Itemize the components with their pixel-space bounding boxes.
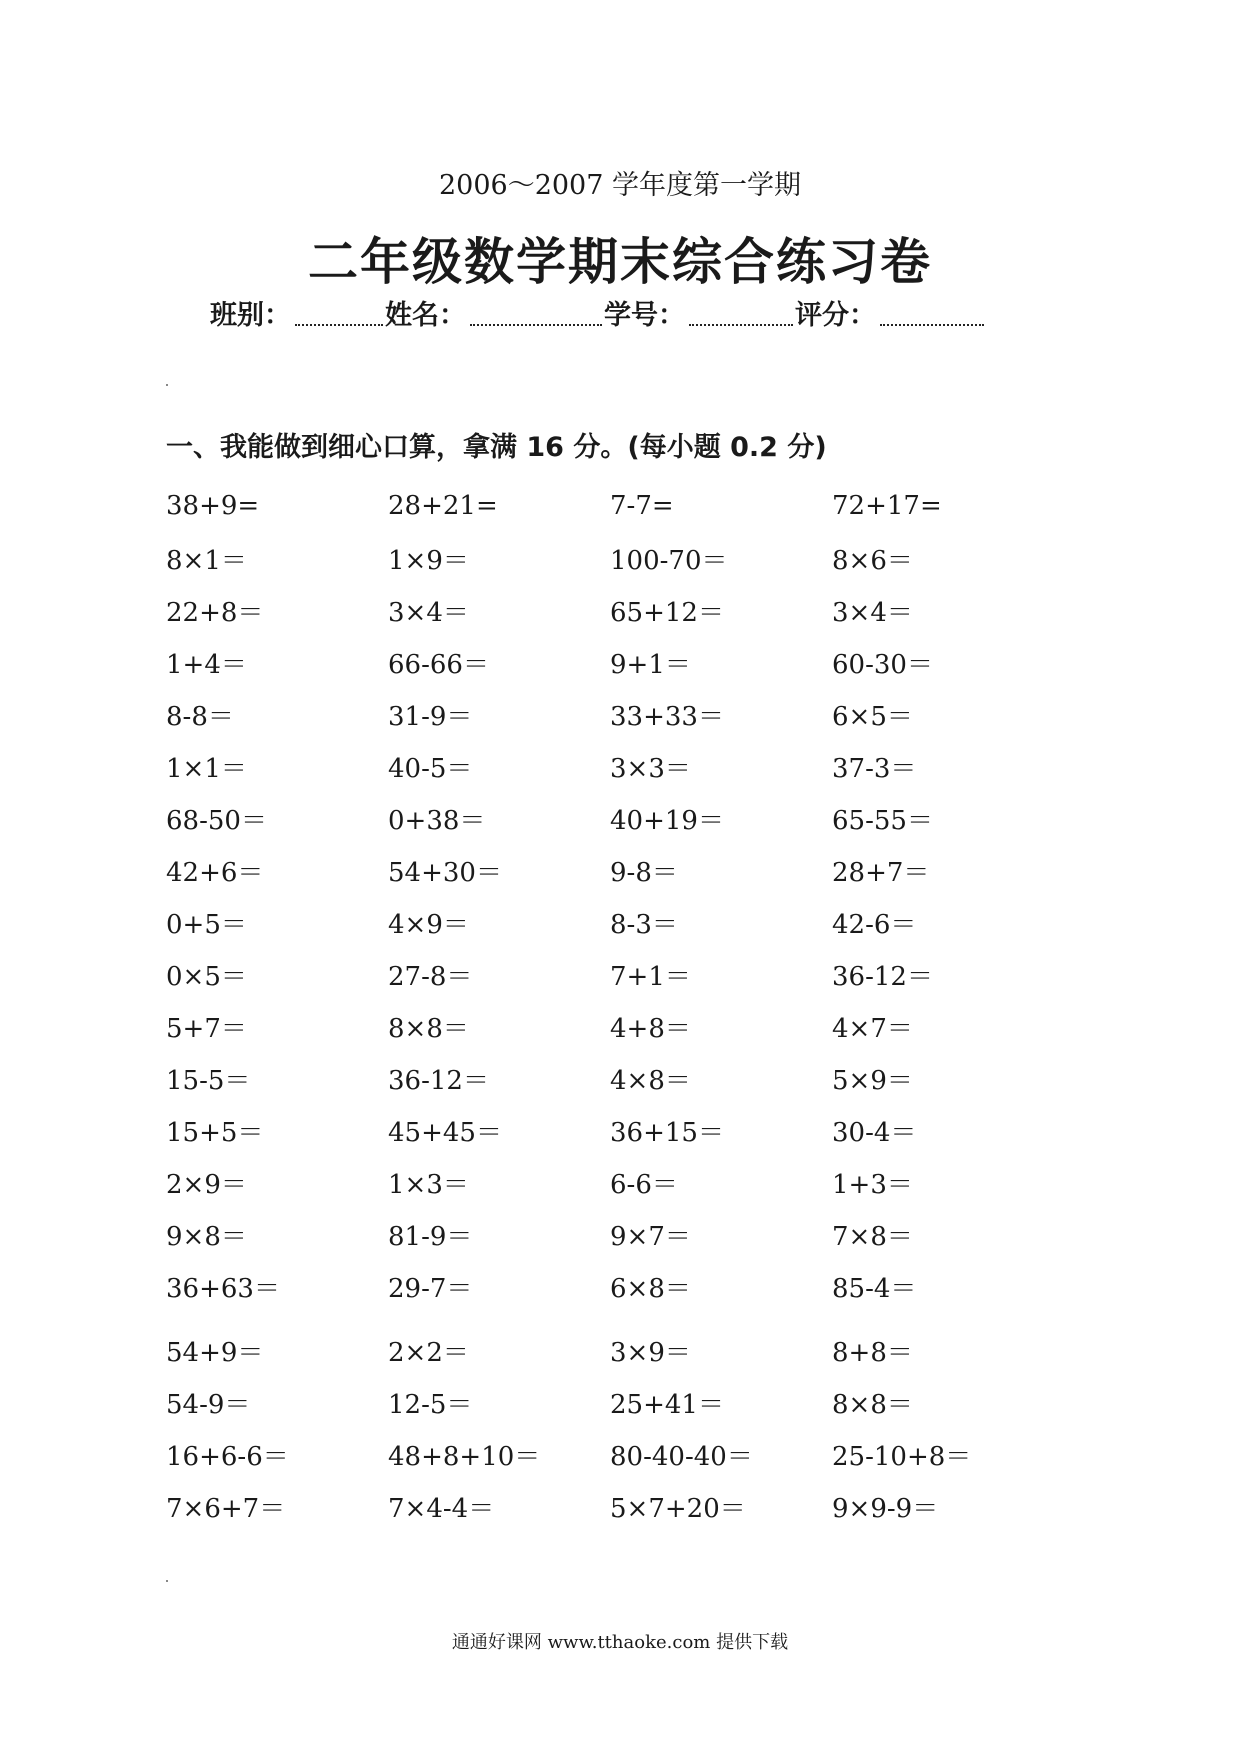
arithmetic-problem: 9×7＝	[610, 1221, 691, 1252]
arithmetic-problem: 85-4＝	[832, 1273, 917, 1304]
arithmetic-problem: 8×1＝	[166, 545, 247, 576]
arithmetic-problem: 1×3＝	[388, 1169, 469, 1200]
problem-row	[166, 688, 1066, 740]
arithmetic-problem: 28+21=	[388, 491, 498, 521]
arithmetic-problem: 65-55＝	[832, 805, 933, 836]
problem-row	[166, 1480, 1066, 1532]
arithmetic-problem: 15-5＝	[166, 1065, 251, 1096]
arithmetic-problem: 3×4＝	[388, 597, 469, 628]
arithmetic-problem: 25+41＝	[610, 1389, 724, 1420]
score-field[interactable]	[880, 323, 984, 326]
problem-row	[166, 1324, 1066, 1376]
problem-row	[166, 636, 1066, 688]
footer-note: 通通好课网 www.tthaoke.com 提供下载	[451, 1632, 789, 1653]
problem-row	[166, 1104, 1066, 1156]
arithmetic-problem: 7-7=	[610, 491, 674, 521]
problem-row	[166, 740, 1066, 792]
arithmetic-problem: 6-6＝	[610, 1169, 678, 1200]
arithmetic-problem: 2×2＝	[388, 1337, 469, 1368]
arithmetic-problem: 68-50＝	[166, 805, 267, 836]
arithmetic-problem: 30-4＝	[832, 1117, 917, 1148]
arithmetic-problem: 7×8＝	[832, 1221, 913, 1252]
arithmetic-problem: 72+17=	[832, 491, 942, 521]
arithmetic-problem: 9-8＝	[610, 857, 678, 888]
arithmetic-problem: 7+1＝	[610, 961, 691, 992]
arithmetic-problem: 66-66＝	[388, 649, 489, 680]
section-1-heading: 一、我能做到细心口算，拿满 16 分。(每小题 0.2 分)	[166, 432, 827, 463]
problem-row	[166, 1208, 1066, 1260]
arithmetic-problem: 54+30＝	[388, 857, 502, 888]
arithmetic-problem: 4×7＝	[832, 1013, 913, 1044]
problem-row	[166, 1428, 1066, 1480]
arithmetic-problem: 9×9-9＝	[832, 1493, 939, 1524]
arithmetic-problem: 8-8＝	[166, 701, 234, 732]
arithmetic-problem: 5×9＝	[832, 1065, 913, 1096]
problem-row	[166, 532, 1066, 584]
arithmetic-problem: 4×9＝	[388, 909, 469, 940]
arithmetic-problem: 15+5＝	[166, 1117, 264, 1148]
arithmetic-problem: 8×8＝	[832, 1389, 913, 1420]
arithmetic-problem: 40+19＝	[610, 805, 724, 836]
arithmetic-problem: 65+12＝	[610, 597, 724, 628]
arithmetic-problem: 37-3＝	[832, 753, 917, 784]
student-info-row	[210, 292, 986, 332]
arithmetic-problem: 5×7+20＝	[610, 1493, 746, 1524]
arithmetic-problem: 100-70＝	[610, 545, 728, 576]
arithmetic-problem: 4×8＝	[610, 1065, 691, 1096]
arithmetic-problem: 36-12＝	[388, 1065, 489, 1096]
arithmetic-problem: 3×4＝	[832, 597, 913, 628]
problem-row	[166, 948, 1066, 1000]
problem-row	[166, 792, 1066, 844]
arithmetic-problem: 38+9=	[166, 491, 260, 521]
arithmetic-problem: 36+15＝	[610, 1117, 724, 1148]
arithmetic-problem: 8-3＝	[610, 909, 678, 940]
arithmetic-problem: 42-6＝	[832, 909, 917, 940]
arithmetic-problem: 27-8＝	[388, 961, 473, 992]
name-label: 姓名：	[385, 300, 466, 331]
problem-row	[166, 1260, 1066, 1312]
arithmetic-problem: 45+45＝	[388, 1117, 502, 1148]
arithmetic-problem: 81-9＝	[388, 1221, 473, 1252]
scan-speck	[166, 1580, 168, 1582]
arithmetic-problem: 4+8＝	[610, 1013, 691, 1044]
name-field[interactable]	[470, 323, 602, 326]
arithmetic-problem: 25-10+8＝	[832, 1441, 972, 1472]
arithmetic-problem: 42+6＝	[166, 857, 264, 888]
exam-subtitle: 2006～2007 学年度第一学期	[438, 170, 801, 201]
arithmetic-problem: 29-7＝	[388, 1273, 473, 1304]
score-label: 评分：	[795, 300, 876, 331]
arithmetic-problem: 80-40-40＝	[610, 1441, 753, 1472]
class-label: 班别：	[210, 300, 291, 331]
arithmetic-problem: 0+5＝	[166, 909, 247, 940]
arithmetic-problem: 6×5＝	[832, 701, 913, 732]
problem-row	[166, 896, 1066, 948]
class-field[interactable]	[295, 323, 383, 326]
problem-row	[166, 1052, 1066, 1104]
arithmetic-problem: 7×4-4＝	[388, 1493, 495, 1524]
arithmetic-problem: 8×6＝	[832, 545, 913, 576]
arithmetic-problem: 16+6-6＝	[166, 1441, 289, 1472]
arithmetic-problem: 36-12＝	[832, 961, 933, 992]
arithmetic-problem: 12-5＝	[388, 1389, 473, 1420]
student-number-label: 学号：	[604, 300, 685, 331]
arithmetic-problem: 8+8＝	[832, 1337, 913, 1368]
arithmetic-problem: 31-9＝	[388, 701, 473, 732]
arithmetic-problem: 28+7＝	[832, 857, 930, 888]
scan-speck	[166, 384, 168, 386]
arithmetic-problem: 48+8+10＝	[388, 1441, 541, 1472]
problem-row	[166, 584, 1066, 636]
arithmetic-problem: 3×9＝	[610, 1337, 691, 1368]
student-number-field[interactable]	[689, 323, 793, 326]
arithmetic-problem: 33+33＝	[610, 701, 724, 732]
arithmetic-problem: 5+7＝	[166, 1013, 247, 1044]
arithmetic-problem: 1+3＝	[832, 1169, 913, 1200]
problem-row	[166, 1156, 1066, 1208]
arithmetic-problem: 0+38＝	[388, 805, 486, 836]
arithmetic-problem: 1+4＝	[166, 649, 247, 680]
arithmetic-problem: 9×8＝	[166, 1221, 247, 1252]
arithmetic-problem: 3×3＝	[610, 753, 691, 784]
arithmetic-problem: 2×9＝	[166, 1169, 247, 1200]
arithmetic-problem: 60-30＝	[832, 649, 933, 680]
exam-title: 二年级数学期末综合练习卷	[308, 233, 932, 291]
arithmetic-problem: 36+63＝	[166, 1273, 280, 1304]
problem-row	[166, 844, 1066, 896]
mental-math-problems	[166, 480, 1066, 1532]
problem-row	[166, 1000, 1066, 1052]
arithmetic-problem: 1×9＝	[388, 545, 469, 576]
arithmetic-problem: 9+1＝	[610, 649, 691, 680]
arithmetic-problem: 0×5＝	[166, 961, 247, 992]
arithmetic-problem: 54-9＝	[166, 1389, 251, 1420]
problem-row	[166, 1376, 1066, 1428]
arithmetic-problem: 1×1＝	[166, 753, 247, 784]
arithmetic-problem: 8×8＝	[388, 1013, 469, 1044]
arithmetic-problem: 6×8＝	[610, 1273, 691, 1304]
problem-row	[166, 480, 1066, 532]
arithmetic-problem: 22+8＝	[166, 597, 264, 628]
arithmetic-problem: 7×6+7＝	[166, 1493, 286, 1524]
arithmetic-problem: 40-5＝	[388, 753, 473, 784]
arithmetic-problem: 54+9＝	[166, 1337, 264, 1368]
